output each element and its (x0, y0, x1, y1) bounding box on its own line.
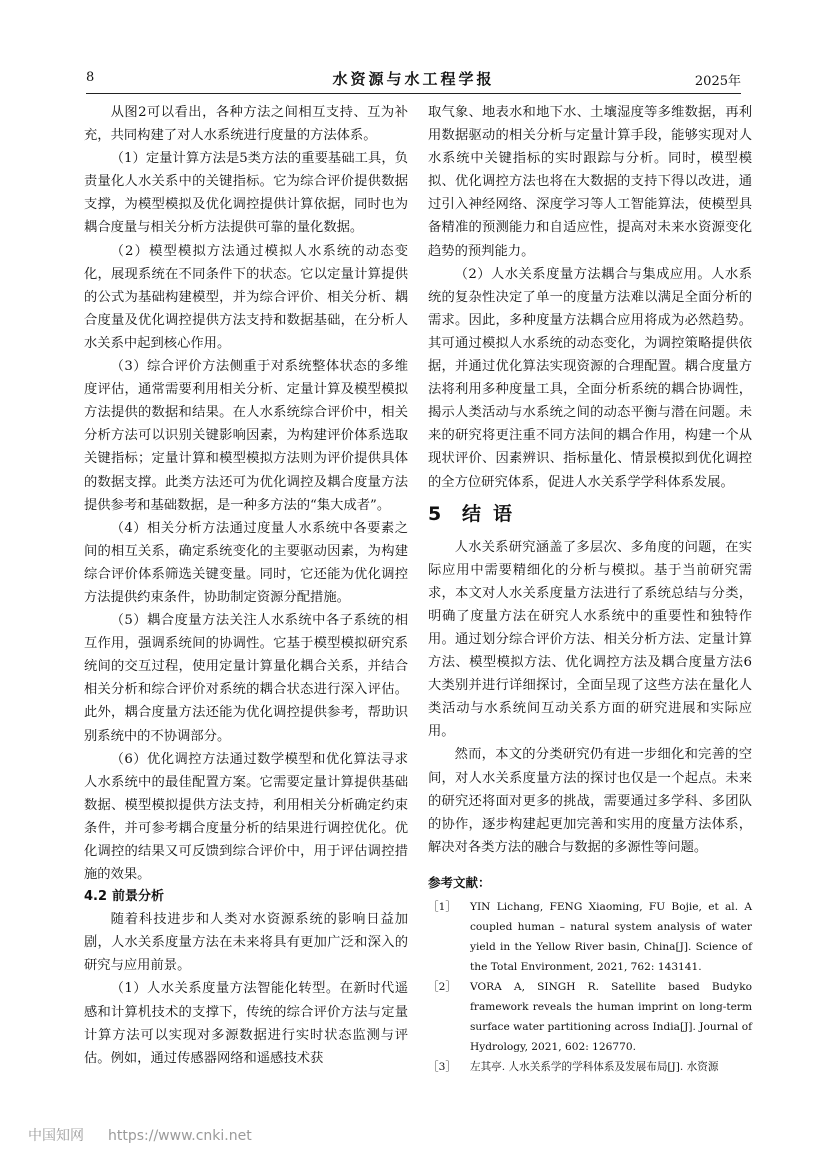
paragraph: 从图2可以看出，各种方法之间相互支持、互为补充，共同构建了对人水系统进行度量的方法体系。 (84, 105, 408, 144)
section-number: 4.2 (84, 889, 108, 905)
paragraph: 取气象、地表水和地下水、土壤湿度等多维数据，再利用数据驱动的相关分析与定量计算手段，能够实现对人水系统中关键指标的实时跟踪与分析。同时，模型模拟、优化调控方法也将在大数据的支持下得以改进，通过引入神经网络、深度学习等人工智能算法，使模型具备精准的预测能力和自适应性，提高对未来水资源变化趋势的预判能力。 (428, 105, 752, 259)
paragraph: （5）耦合度量方法关注人水系统中各子系统的相互作用，强调系统间的协调性。它基于模型模拟研究系统间的交互过程，使用定量计算量化耦合关系，并结合相关分析和综合评价对系统的耦合状态进行深入评估。此外，耦合度量方法还能为优化调控提供参考，帮助识别系统中的不协调部分。 (84, 613, 408, 744)
header-rule (86, 93, 741, 94)
paragraph: 随着科技进步和人类对水资源系统的影响日益加剧，人水关系度量方法在未来将具有更加广泛和深入的研究与应用前景。 (84, 912, 408, 974)
reference-item (428, 977, 752, 1057)
cnki-url: https://www.cnki.net (108, 1128, 252, 1144)
reference-text: VORA A, SINGH R. Satellite based Budyko framework reveals the human imprint on long-term surface water partitioning across India[J]. Journal of Hydrology, 2021, 602: 126770. (470, 980, 752, 1053)
paragraph: （4）相关分析方法通过度量人水系统中各要素之间的相互关系，确定系统变化的主要驱动因素，为构建综合评价体系筛选关键变量。同时，它还能为优化调控方法提供约束条件，协助制定资源分配措施。 (84, 520, 408, 605)
reference-number: ［3］ (428, 1060, 456, 1073)
cnki-watermark (28, 1125, 252, 1145)
section-number: 5 (428, 502, 442, 525)
paragraph: （1）定量计算方法是5类方法的重要基础工具，负责量化人水关系中的关键指标。它为综合评价提供数据支撑，为模型模拟及优化调控提供计算依据，同时也为耦合度量与相关分析方法提供可靠的量化数据。 (84, 151, 408, 236)
paragraph: （1）人水关系度量方法智能化转型。在新时代遥感和计算机技术的支撑下，传统的综合评价方法与定量计算方法可以实现对多源数据进行实时状态监测与评估。例如，通过传感器网络和遥感技术获 (84, 981, 408, 1066)
publication-year: 2025年 (694, 74, 741, 89)
reference-text: 左其亭. 人水关系学的学科体系及发展布局[J]. 水资源 (470, 1060, 719, 1073)
section-heading-4-2 (84, 886, 408, 908)
reference-item (428, 897, 752, 977)
reference-number: ［1］ (428, 900, 456, 913)
references-heading: 参考文献： (428, 874, 491, 890)
reference-number: ［2］ (428, 980, 456, 993)
cnki-logo-text: 中国知网 (28, 1128, 84, 1144)
left-column (84, 101, 408, 1070)
section-title: 结语 (462, 502, 525, 525)
paragraph: （2）模型模拟方法通过模拟人水系统的动态变化，展现系统在不同条件下的状态。它以定量计算提供的公式为基础构建模型，并为综合评价、相关分析、耦合度量及优化调控提供方法支持和数据基础，在分析人水关系中起到核心作用。 (84, 243, 408, 351)
right-column (428, 101, 752, 1077)
section-title: 前景分析 (112, 889, 165, 905)
paragraph: 人水关系研究涵盖了多层次、多角度的问题，在实际应用中需要精细化的分析与模拟。基于当前研究需求，本文对人水关系度量方法进行了系统总结与分类，明确了度量方法在研究人水系统中的重要性和独特作用。通过划分综合评价方法、相关分析方法、定量计算方法、模型模拟方法、优化调控方法及耦合度量方法6大类别并进行详细探讨，全面呈现了这些方法在量化人类活动与水系统间互动关系方面的研究进展和实际应用。 (428, 539, 752, 740)
paragraph: （3）综合评价方法侧重于对系统整体状态的多维度评估，通常需要利用相关分析、定量计算及模型模拟方法提供的数据和结果。在人水系统综合评价中，相关分析方法可以识别关键影响因素，为构建评价体系选取关键指标；定量计算和模型模拟方法则为评价提供具体的数据支撑。此类方法还可为优化调控及耦合度量方法提供参考和基础数据，是一种多方法的“集大成者”。 (84, 359, 408, 513)
page-header (86, 68, 741, 92)
reference-text: YIN Lichang, FENG Xiaoming, FU Bojie, et al. A coupled human – natural system analysis of water yield in the Yellow River basin, China[J]. Science of the Total Environment, 2021, 762: 143141. (470, 900, 752, 973)
page-number: 8 (86, 70, 95, 85)
paragraph: （6）优化调控方法通过数学模型和优化算法寻求人水系统中的最佳配置方案。它需要定量计算提供基础数据、模型模拟提供方法支持，利用相关分析确定约束条件，并可参考耦合度量分析的结果进行调控优化。优化调控的结果又可反馈到综合评价中，用于评估调控措施的效果。 (84, 751, 408, 883)
paragraph: 然而，本文的分类研究仍有进一步细化和完善的空间，对人水关系度量方法的探讨也仅是一个起点。未来的研究还将面对更多的挑战，需要通过多学科、多团队的协作，逐步构建起更加完善和实用的度量方法体系，解决对各类方法的融合与数据的多源性等问题。 (428, 747, 752, 855)
reference-item (428, 1057, 752, 1077)
section-heading-5 (428, 500, 752, 528)
paragraph: （2）人水关系度量方法耦合与集成应用。人水系统的复杂性决定了单一的度量方法难以满足全面分析的需求。因此，多种度量方法耦合应用将成为必然趋势。其可通过模拟人水系统的动态变化，为调控策略提供依据，并通过优化算法实现资源的合理配置。耦合度量方法将利用多种度量工具，全面分析系统的耦合协调性，揭示人类活动与水系统之间的动态平衡与潜在问题。未来的研究将更注重不同方法间的耦合作用，构建一个从现状评价、因素辨识、指标量化、情景模拟到优化调控的全方位研究体系，促进人水关系学学科体系发展。 (428, 266, 752, 490)
journal-title: 水资源与水工程学报 (332, 70, 495, 88)
